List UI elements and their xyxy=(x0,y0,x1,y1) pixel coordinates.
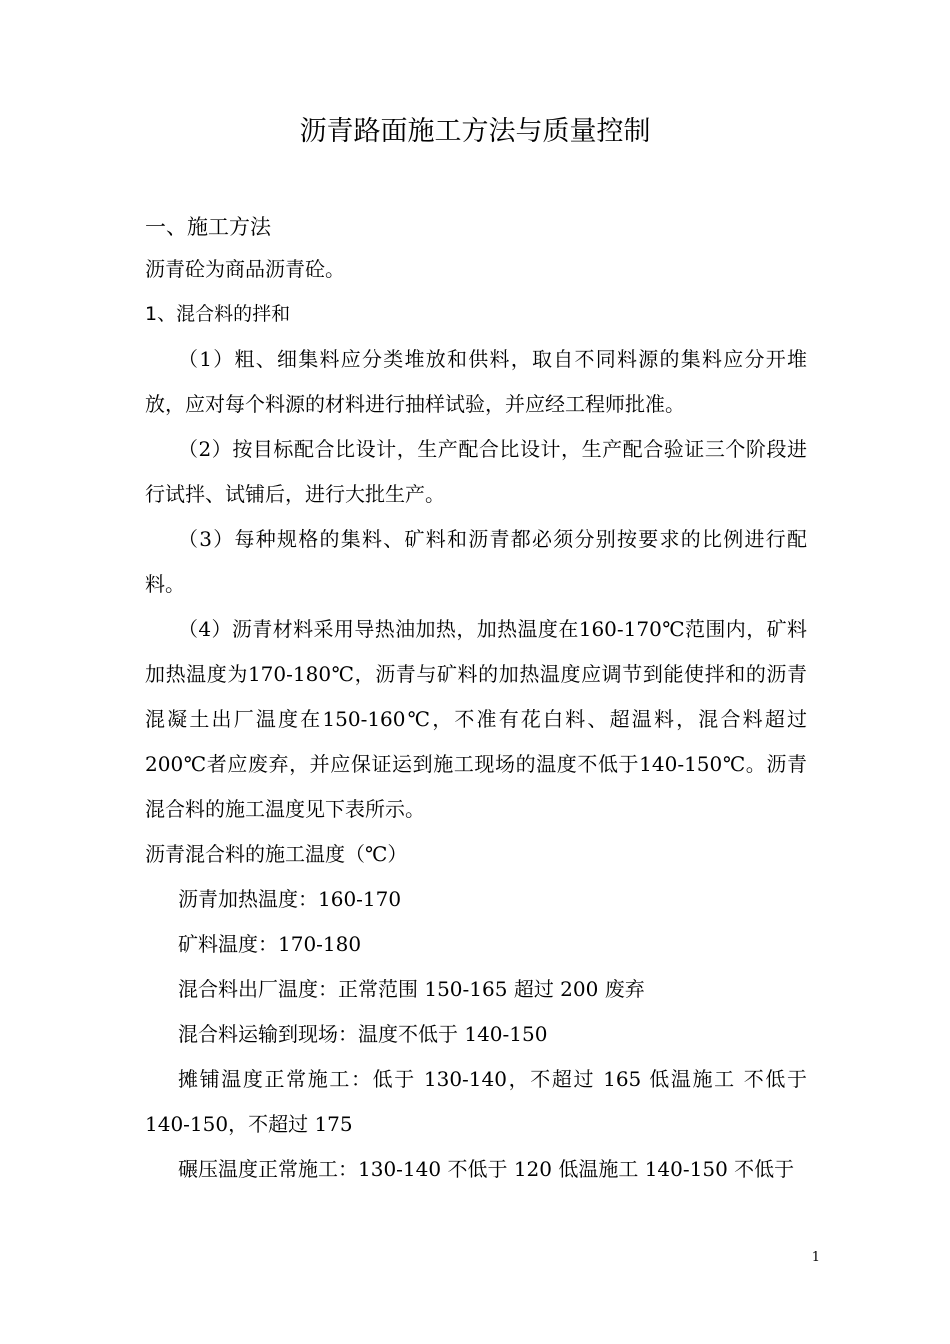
temperature-item: 混合料运输到现场：温度不低于 140-150 xyxy=(178,1022,548,1046)
temperature-item: 沥青加热温度：160-170 xyxy=(178,887,402,911)
paragraph-2: （2）按目标配合比设计，生产配合比设计，生产配合验证三个阶段进行试拌、试铺后，进行大批生产。 xyxy=(145,437,807,506)
section-heading: 一、施工方法 xyxy=(145,215,271,239)
subsection-heading: 1、混合料的拌和 xyxy=(145,303,291,325)
temperature-item: 矿料温度：170-180 xyxy=(178,932,362,956)
page-number: 1 xyxy=(811,1250,820,1265)
paragraph-1: （1）粗、细集料应分类堆放和供料，取自不同料源的集料应分开堆放，应对每个料源的材料进行抽样试验，并应经工程师批准。 xyxy=(145,347,807,416)
document-body xyxy=(145,207,807,1192)
paragraph-3: （3）每种规格的集料、矿料和沥青都必须分别按要求的比例进行配料。 xyxy=(145,527,807,596)
temperature-item: 摊铺温度正常施工：低于 130-140，不超过 165 低温施工 不低于 140-150，不超过 175 xyxy=(145,1067,807,1136)
document-title: 沥青路面施工方法与质量控制 xyxy=(299,116,651,147)
paragraph-4: （4）沥青材料采用导热油加热，加热温度在160-170℃范围内，矿料加热温度为170-180℃，沥青与矿料的加热温度应调节到能使拌和的沥青混凝土出厂温度在150-160℃，不准有花白料、超温料，混合料超过 200℃者应废弃，并应保证运到施工现场的温度不低于140-150℃。沥青混合料的施工温度见下表所示。 xyxy=(145,617,807,821)
table-caption: 沥青混合料的施工温度（℃） xyxy=(145,842,408,866)
temperature-item: 混合料出厂温度：正常范围 150-165 超过 200 废弃 xyxy=(178,977,645,1001)
intro-paragraph: 沥青砼为商品沥青砼。 xyxy=(145,257,345,281)
temperature-item: 碾压温度正常施工：130-140 不低于 120 低温施工 140-150 不低于 xyxy=(178,1157,795,1181)
